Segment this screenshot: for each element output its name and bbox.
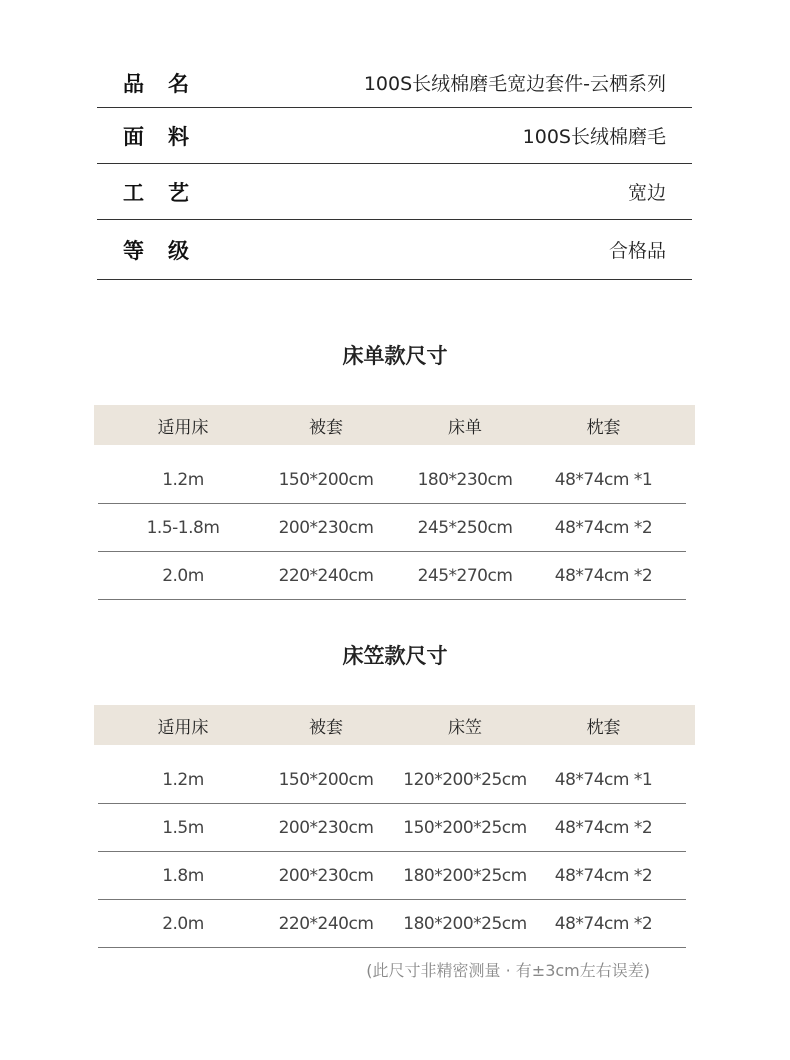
sheet-size-table	[94, 405, 695, 600]
table-cell: 220*240cm	[278, 565, 374, 586]
table-body	[98, 456, 686, 600]
table-cell: 180*230cm	[417, 469, 513, 490]
table-header	[94, 405, 695, 445]
table-row	[98, 756, 686, 804]
table-cell: 200*230cm	[278, 817, 374, 838]
table-cell: 150*200cm	[278, 769, 374, 790]
spec-label: 工艺	[123, 180, 213, 205]
measurement-footnote: (此尺寸非精密测量 · 有±3cm左右误差)	[366, 961, 650, 980]
table-row	[98, 552, 686, 600]
table-row	[98, 900, 686, 948]
sheet-section-title: 床单款尺寸	[342, 344, 448, 368]
table-cell: 120*200*25cm	[403, 769, 527, 790]
header-cell: 床单	[448, 417, 482, 438]
table-row	[98, 504, 686, 552]
header-cell: 枕套	[586, 417, 621, 438]
table-cell: 150*200cm	[278, 469, 374, 490]
table-cell: 48*74cm *2	[554, 865, 653, 886]
table-cell: 48*74cm *1	[554, 769, 653, 790]
table-cell: 2.0m	[162, 565, 204, 586]
header-cell: 被套	[309, 417, 343, 438]
product-spec-table	[97, 58, 692, 280]
table-cell: 48*74cm *2	[554, 817, 653, 838]
table-row	[98, 456, 686, 504]
table-cell: 245*270cm	[417, 565, 513, 586]
spec-value: 宽边	[627, 182, 666, 204]
table-cell: 1.5-1.8m	[146, 517, 220, 538]
fitted-size-table	[94, 705, 695, 948]
table-cell: 220*240cm	[278, 913, 374, 934]
table-cell: 1.5m	[162, 817, 204, 838]
header-cell: 适用床	[157, 417, 209, 438]
spec-value: 100S长绒棉磨毛宽边套件-云栖系列	[363, 73, 666, 95]
table-row	[98, 852, 686, 900]
spec-row-grade	[97, 220, 692, 280]
table-cell: 1.8m	[162, 865, 204, 886]
table-cell: 200*230cm	[278, 517, 374, 538]
table-body	[98, 756, 686, 948]
fitted-section-title: 床笠款尺寸	[342, 644, 448, 668]
table-cell: 1.2m	[162, 769, 204, 790]
spec-label: 面料	[123, 124, 213, 149]
spec-label: 品名	[123, 71, 213, 96]
table-cell: 150*200*25cm	[403, 817, 527, 838]
table-cell: 48*74cm *2	[554, 913, 653, 934]
spec-value: 合格品	[608, 240, 666, 262]
spec-row-fabric	[97, 108, 692, 164]
header-cell: 床笠	[448, 717, 482, 738]
table-cell: 1.2m	[162, 469, 204, 490]
table-cell: 2.0m	[162, 913, 204, 934]
header-cell: 适用床	[157, 717, 209, 738]
table-row	[98, 804, 686, 852]
header-cell: 枕套	[586, 717, 621, 738]
spec-label: 等级	[123, 238, 213, 263]
table-cell: 48*74cm *2	[554, 517, 653, 538]
table-cell: 48*74cm *2	[554, 565, 653, 586]
table-header	[94, 705, 695, 745]
table-cell: 48*74cm *1	[554, 469, 653, 490]
table-cell: 180*200*25cm	[403, 865, 527, 886]
table-cell: 200*230cm	[278, 865, 374, 886]
spec-row-name	[97, 58, 692, 108]
table-cell: 180*200*25cm	[403, 913, 527, 934]
spec-value: 100S长绒棉磨毛	[522, 126, 666, 148]
header-cell: 被套	[309, 717, 343, 738]
spec-row-craft	[97, 164, 692, 220]
table-cell: 245*250cm	[417, 517, 513, 538]
